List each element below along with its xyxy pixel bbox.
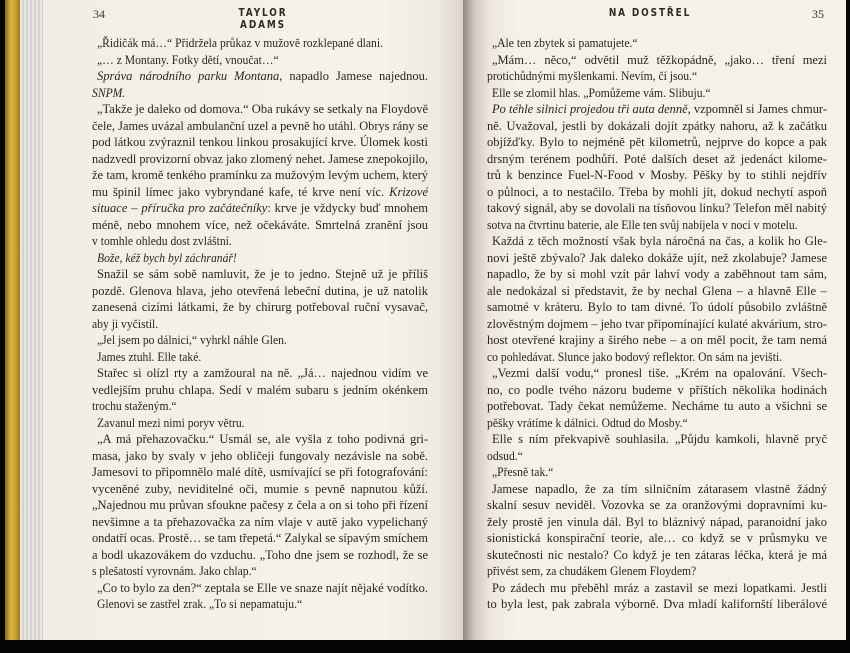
text-run: „Jel jsem po dálnici,“ vyhrkl náhle Glen. — [97, 333, 287, 347]
text-run: nadzvedl provizorní obvaz jako zlomený nehet. Jamese znepokojilo, — [92, 151, 428, 166]
text-run: aby ji vyčistil. — [92, 316, 159, 331]
text-line — [92, 184, 428, 200]
text-run: Stařec si olízl rty a zamžoural na ně. „Já… najednou vidím ve — [97, 366, 428, 380]
text-line — [92, 316, 158, 332]
text-run: „Ale ten zbytek si pamatujete.“ — [492, 36, 638, 50]
text-run: vyceněné zuby, neviditelné oči, mumie s pevně napnutou kůží. — [92, 481, 428, 496]
paragraph-start-line — [492, 52, 827, 68]
text-line — [92, 134, 428, 150]
paragraph-start-line — [97, 266, 428, 282]
text-run: s plešatostí vyrovnám. Jako chlap.“ — [92, 564, 257, 578]
paragraph-start-line — [492, 431, 827, 447]
paragraph-start-line — [97, 596, 302, 612]
paragraph-start-line — [492, 35, 638, 51]
italic-text-run: Bože, kéž bych byl záchranář! — [97, 250, 237, 265]
text-line — [487, 382, 827, 398]
text-run: Elle se zlomil hlas. „Pomůžeme vám. Slibuju.“ — [492, 85, 711, 100]
left-page — [43, 0, 463, 640]
text-run: pozdě. Glenova hlava, jeho otevřená lebeční dutina, je už natolik — [92, 283, 428, 298]
paragraph-start-line — [97, 250, 237, 266]
text-run: „Takže je daleko od domova.“ Oba rukávy se setkaly na Floydově — [97, 102, 428, 116]
text-line — [487, 530, 827, 546]
paragraph-start-line — [97, 332, 287, 348]
text-line — [487, 563, 696, 579]
text-run: drsným terénem podhůří. Poté dalších deset až jedenáct kilome- — [487, 151, 827, 166]
text-run: vedlejším pruhu chlapa. Sedí v malém subaru s jedním okénkem — [92, 382, 428, 397]
text-line — [92, 464, 428, 480]
page-number: 35 — [812, 7, 824, 21]
paragraph-start-line — [97, 52, 279, 68]
text-run: Glenovi se zastřel zrak. „To si nepamatuju.“ — [97, 597, 303, 611]
text-run: sotva na čtvrtinu baterie, ale Elle ten svůj nabíjela v noci v motelu. — [487, 217, 798, 232]
paragraph-start-line — [492, 101, 827, 117]
text-run: host otevřené krajiny a širého nebe – a on měl pocit, že tam nemá — [487, 333, 827, 347]
text-run: „Vezmi další vodu,“ pronesl tiše. „Krém na opalování. Všech- — [492, 366, 827, 380]
text-line — [92, 283, 428, 299]
text-run: o půlnoci, a to nestačilo. Třeba by mohli jít, dokud nechytí aspoň — [487, 184, 827, 199]
text-run: co pohledávat. Slunce jako bodový reflektor. On sám na jevišti. — [487, 349, 783, 364]
book-edge — [5, 0, 20, 640]
text-run: skutečnosti nic nestalo? Co když je ten zátaras léčka, která je má — [487, 547, 827, 562]
text-line — [92, 382, 428, 398]
text-run: Elle s ním překvapivě souhlasila. „Půjdu kamkoli, hlavně pryč — [492, 432, 827, 446]
italic-text-run: Krizové — [389, 184, 428, 199]
text-line — [92, 151, 428, 167]
text-run: ondatří ocas. Prostě… se tam třepetá.“ Zalykal se sípavým smíchem — [92, 531, 428, 545]
text-line — [92, 299, 428, 315]
text-run: čele, James uvázal ambulanční uzel a pevně ho utáhl. Obrys rány se — [92, 118, 428, 133]
text-run: James ztuhl. Elle také. — [97, 349, 202, 364]
text-line — [92, 547, 428, 563]
text-run: trochu staženým.“ — [92, 399, 177, 413]
paragraph-start-line — [492, 464, 553, 480]
text-line — [487, 266, 827, 282]
text-run: trů k benzince Fuel-N-Food v Mosby. Pěšky by to stihli nejdřív — [487, 168, 827, 182]
text-run: pod látkou zvýraznil tenkou linkou prosakující krve. Úlomek kosti — [92, 135, 428, 149]
text-line — [487, 316, 827, 332]
text-run: „A má přehazovačku.“ Usmál se, ale vyšla z toho podivná gri- — [97, 432, 428, 446]
text-run: přivést sem, za chudákem Glenem Floydem? — [487, 564, 697, 578]
text-run: mu špinil límec jako vybryndané kafe, té krve není víc. — [92, 184, 390, 199]
text-line — [487, 448, 523, 464]
text-line — [487, 68, 697, 84]
text-run: novi ještě zbývalo? Jak daleko dokáže ujít, než zkolabuje? Jamese — [487, 250, 827, 265]
text-run: samotné v kráteru. Bylo to tam divné. To údolí působilo zvláštně — [487, 300, 827, 314]
text-line — [92, 233, 232, 249]
text-line — [92, 167, 428, 183]
paragraph-start-line — [492, 85, 711, 101]
italic-text-run: Po téhle silnici projedou tři auta denně — [492, 102, 688, 116]
text-line — [487, 596, 827, 612]
paragraph-start-line — [97, 580, 428, 596]
text-line — [92, 448, 428, 464]
text-line — [92, 481, 428, 497]
paragraph-start-line — [97, 68, 428, 84]
right-page — [463, 0, 846, 640]
text-run: takový signál, aby se dovolali na tísňovou linku? Telefon měl nabitý — [487, 201, 827, 215]
text-run: v tomhle ohledu dost zvláštní. — [92, 234, 232, 248]
text-line — [487, 134, 827, 150]
text-line — [487, 398, 827, 414]
text-line — [487, 299, 827, 315]
text-run: a bodl ukazovákem do vzduchu. „Toho dne jsem se rozhodl, že se — [92, 547, 428, 562]
text-run: ale nedokázal si představit, že by nechal Glena – a hlavně Elle – — [487, 283, 827, 298]
paragraph-start-line — [97, 349, 201, 365]
text-line — [92, 217, 428, 233]
text-line — [487, 283, 827, 299]
text-run: Zavanul mezi nimi poryv větru. — [97, 415, 245, 430]
text-run: Jamesovi to připomnělo malé dítě, usmívající se při fotografování: — [92, 465, 428, 479]
italic-text-run: SNPM. — [92, 85, 126, 100]
italic-text-run: Správa národního parku Montana — [97, 69, 280, 83]
text-run: objížďky. Bylo to nejméně pět kilometrů, nejprve do kopce a pak — [487, 135, 827, 149]
text-run: „Řidičák má…“ Přidržela průkaz v mužově rozklepané dlani. — [97, 36, 383, 50]
paragraph-start-line — [97, 365, 428, 381]
text-line — [487, 200, 827, 216]
text-run: masa, jako by svaly v jeho obličeji fungovaly nezávisle na sobě. — [92, 448, 428, 463]
paragraph-start-line — [97, 101, 428, 117]
text-line — [487, 217, 798, 233]
text-run: no, co podle tvého názoru budeme v příštích několika hodinách — [487, 382, 827, 397]
text-line — [92, 530, 428, 546]
text-line — [92, 398, 177, 414]
text-run: nevšimne a ta přehazovačka za ním vlaje v autě jako vypelichaný — [92, 514, 428, 529]
paragraph-start-line — [492, 233, 827, 249]
text-run: zlověstným dojmem – jeho tvar připomínající kulaté akvárium, stro- — [487, 316, 827, 331]
text-run: méně, nebo mnohem více, než očekáváte. Smrtelná zranění jsou — [92, 217, 428, 232]
text-run: Po zádech mu přeběhl mráz a zastavil se mezi lopatkami. Jestli — [492, 580, 827, 595]
text-run: pěšky vrátíme k dálnici. Odtud do Mosby.“ — [487, 415, 688, 430]
paragraph-start-line — [492, 481, 827, 497]
text-line — [487, 497, 827, 513]
text-run: potřebovat. Tady čekat nemůžeme. Necháme tu auto a všichni se — [487, 399, 827, 413]
text-run: Snažil se sám sobě namluvit, že je to jedno. Stejně už je příliš — [97, 267, 428, 281]
text-line — [92, 118, 428, 134]
text-line — [92, 563, 257, 579]
text-line — [487, 250, 827, 266]
text-run: „… z Montany. Fotky dětí, vnoučat…“ — [97, 52, 279, 67]
text-line — [487, 118, 827, 134]
text-line — [487, 332, 827, 348]
text-line — [92, 497, 428, 513]
text-line — [92, 200, 428, 216]
text-line — [92, 514, 428, 530]
text-run: Každá z těch možností však byla náročná na čas, a kolik ho Gle- — [492, 234, 827, 248]
text-line — [487, 514, 827, 530]
text-run: „Najednou mu průvan sfoukne pačesy z čela a on si toho při řízení — [92, 498, 428, 512]
text-run: „Co to bylo za den?“ zeptala se Elle ve snaze najít nějaké vodítko. — [97, 580, 428, 595]
text-run: že tam, kromě tenkého pramínku za mužovým levým uchem, který — [92, 168, 428, 182]
paragraph-start-line — [492, 580, 827, 596]
text-run: to byla lest, pak zabrala výborně. Dva mladí kalifornští liberálové — [487, 597, 827, 611]
paragraph-start-line — [492, 365, 827, 381]
text-line — [92, 85, 125, 101]
text-line — [487, 151, 827, 167]
text-run: zanesená cizími látkami, že by chirurg potřeboval ruční vysavač, — [92, 300, 428, 314]
text-run: skalní sesuv neviděl. Vozovka se za oranžovými dopravními ku- — [487, 498, 827, 512]
text-line — [487, 547, 827, 563]
text-line — [487, 415, 688, 431]
paragraph-start-line — [97, 415, 245, 431]
text-run: , vzpomněl si James chmur- — [687, 102, 827, 116]
text-run: napadlo, že by si mohl vzít pár lahví vody a zaběhnout tam sám, — [487, 267, 827, 281]
running-head-title: NA DOSTŘEL — [608, 7, 692, 19]
page-number: 34 — [93, 7, 105, 21]
text-run: „Mám… něco,“ odvětil muž těžkopádně, „jako… tření mezi — [492, 52, 827, 67]
page-stack-edge — [20, 0, 43, 640]
text-line — [487, 167, 827, 183]
text-run: , napadlo Jamese najednou. — [279, 69, 428, 83]
italic-text-run: situace – příručka pro začátečníky — [92, 201, 268, 215]
paragraph-start-line — [97, 431, 428, 447]
paragraph-start-line — [97, 35, 383, 51]
running-head-author: TAYLOR ADAMS — [238, 7, 288, 31]
text-run: žely prostě jen vinula dál. Byl to bláznivý nápad, paranoidní jako — [487, 514, 827, 529]
text-run: protichůdnými myšlenkami. Nevím, čí jsou.“ — [487, 69, 698, 83]
text-line — [487, 349, 782, 365]
text-run: sionistická konspirační teorie, ale… co když se v průsmyku ve — [487, 531, 827, 545]
text-run: Jamese napadlo, že za tím silničním zátarasem vlastně žádný — [492, 481, 827, 496]
text-run: ně. Uvažoval, jestli by dokázali dojít zpátky nahoru, až k začátku — [487, 118, 827, 133]
text-line — [487, 184, 827, 200]
text-run: : krve je vždycky buď mnohem — [267, 201, 428, 215]
text-run: odsud.“ — [487, 448, 523, 463]
text-run: „Přesně tak.“ — [492, 465, 554, 479]
